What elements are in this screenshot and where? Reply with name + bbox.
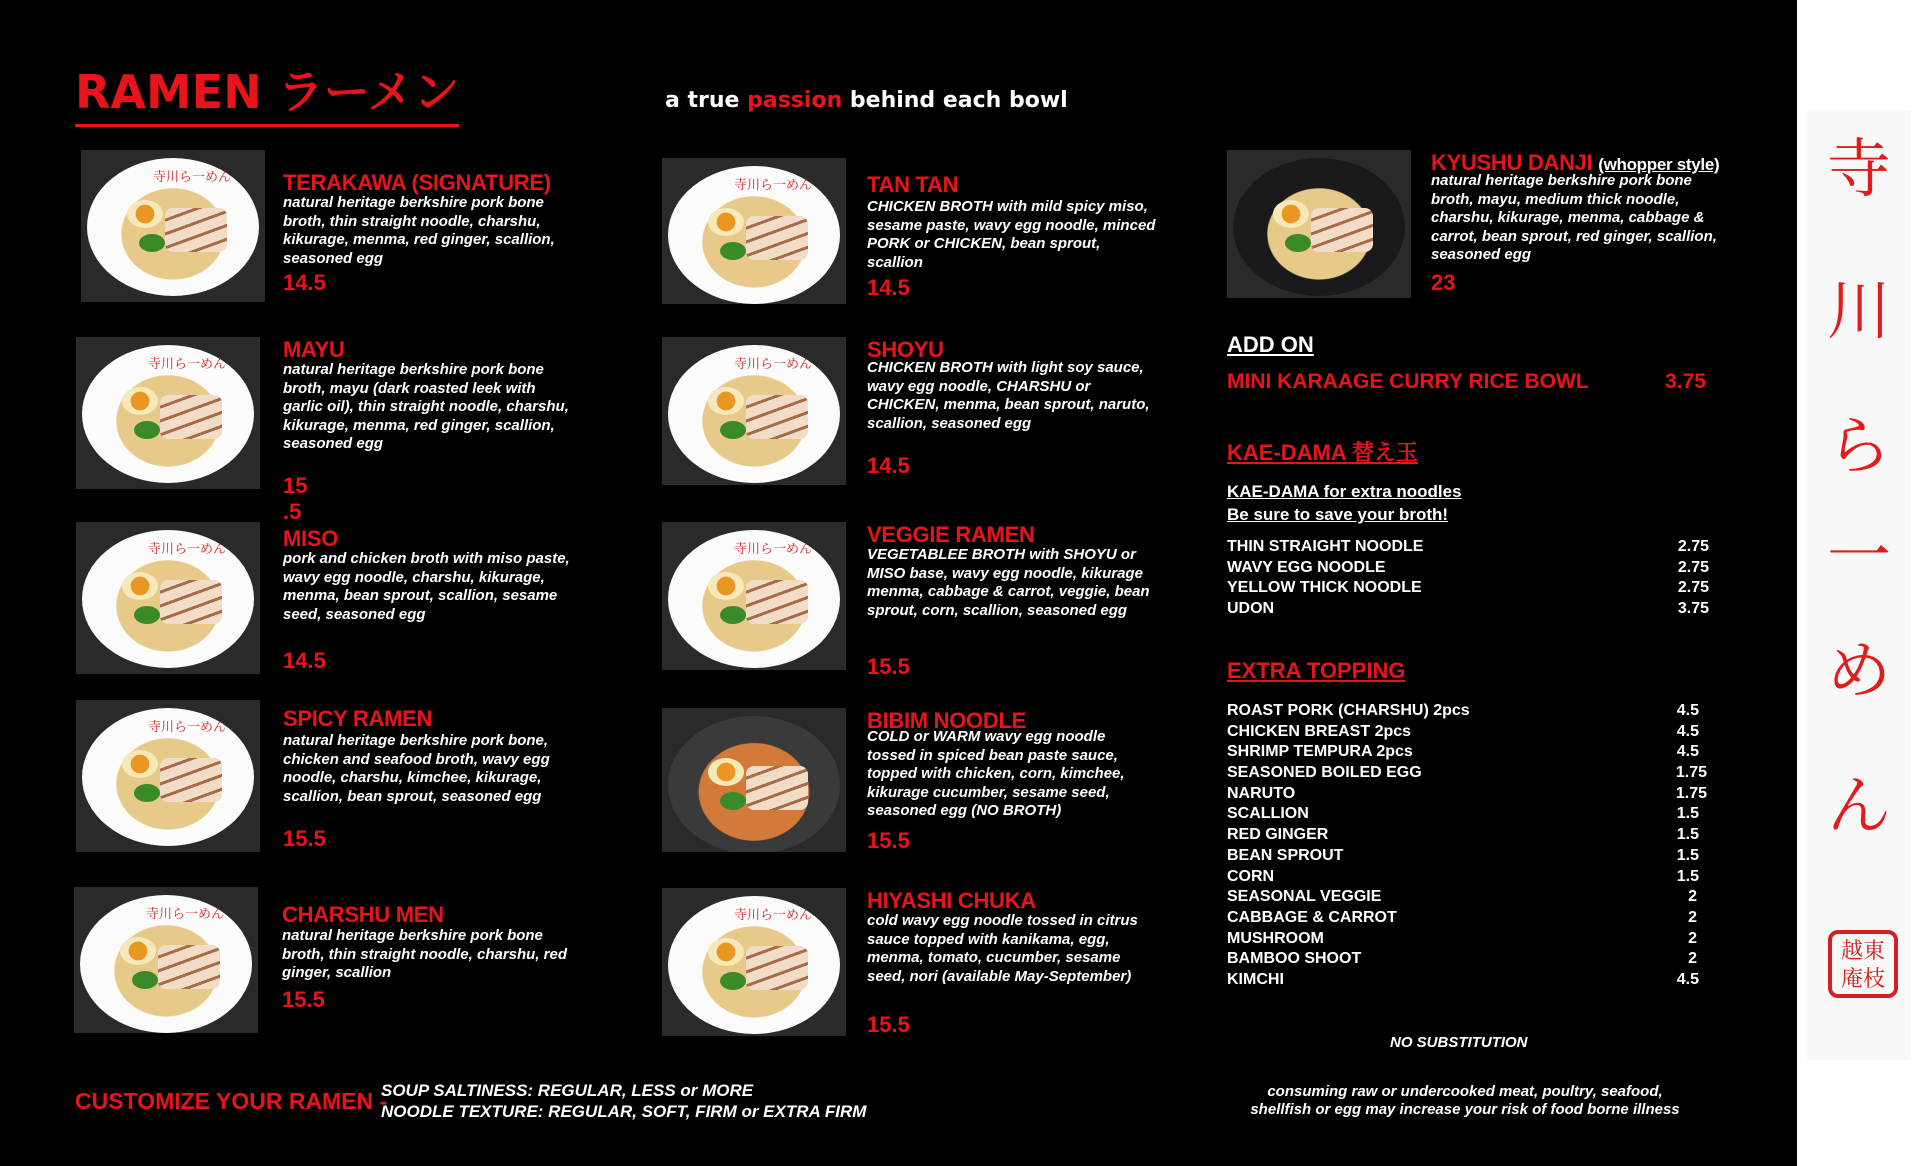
seal-stamp-icon: 越東 庵枝 (1828, 930, 1898, 998)
item-description: VEGETABLEE BROTH with SHOYU or MISO base, wavy egg noodle, kikurage menma, cabbage & carrot, veggie, bean sprout, corn, scallion, seasoned egg (867, 546, 1150, 619)
item-price: 15 .5 (283, 473, 308, 524)
list-item-price: 2 (1688, 950, 1697, 968)
list-item (1227, 743, 1699, 764)
kaedama-list (1227, 538, 1709, 621)
ramen-photo (1227, 150, 1411, 298)
item-name: SPICY RAMEN (283, 706, 433, 731)
customize-line-saltiness: SOUP SALTINESS: REGULAR, LESS or MORE (381, 1081, 754, 1100)
kaedama-note-line1: KAE-DAMA for extra noodles (1227, 482, 1462, 501)
list-item-price: 2.75 (1677, 558, 1709, 576)
list-item-price: 4.5 (1676, 970, 1699, 988)
tagline-post: behind each bowl (842, 88, 1068, 113)
item-name: SHOYU (867, 337, 944, 362)
item-price: 14.5 (867, 453, 910, 478)
list-item-price: 3.75 (1677, 600, 1709, 618)
bowl-logo: 寺川ら一めん (734, 542, 813, 557)
list-item-price: 2 (1688, 908, 1697, 926)
bowl-logo: 寺川ら一めん (734, 908, 813, 923)
list-item-name: YELLOW THICK NOODLE (1227, 579, 1422, 597)
item-description: COLD or WARM wavy egg noodle tossed in spiced bean paste sauce, topped with chicken, corn, kimchee, kikurage cucumber, sesame seed, seasoned egg (NO BROTH) (867, 728, 1125, 819)
list-item-name: SEASONED BOILED EGG (1227, 764, 1422, 782)
list-item-price: 1.5 (1676, 805, 1699, 823)
list-item (1227, 909, 1699, 930)
calligraphy-char: 寺 (1827, 133, 1891, 207)
list-item-name: SCALLION (1227, 805, 1309, 823)
calligraphy-char: 一 (1827, 520, 1891, 594)
list-item (1227, 805, 1699, 826)
no-substitution-note: NO SUBSTITUTION (1390, 1034, 1528, 1051)
list-item-price: 4.5 (1676, 702, 1699, 719)
item-name: TAN TAN (867, 172, 959, 197)
bowl-logo: 寺川ら一めん (148, 720, 227, 735)
item-price: 23 (1431, 270, 1456, 295)
calligraphy-char: 川 (1827, 275, 1891, 349)
item-price: 15.5 (867, 654, 910, 679)
item-name: HIYASHI CHUKA (867, 888, 1036, 913)
item-price: 14.5 (283, 270, 326, 295)
kaedama-heading: KAE-DAMA 替え玉 (1227, 440, 1419, 465)
item-name: MAYU (283, 337, 345, 362)
list-item-name: CORN (1227, 867, 1275, 885)
list-item-price: 1.75 (1675, 764, 1707, 782)
list-item (1227, 723, 1699, 744)
list-item-name: ROAST PORK (CHARSHU) 2pcs (1227, 702, 1470, 719)
item-description: natural heritage berkshire pork bone broth, mayu, medium thick noodle, charshu, kikurage, menma, cabbage & carrot, bean sprout, red ginger, scallion, seasoned egg (1431, 172, 1717, 263)
list-item (1227, 847, 1699, 868)
item-name: CHARSHU MEN (282, 902, 444, 927)
item-description: natural heritage berkshire pork bone broth, mayu (dark roasted leek with garlic oil), thin straight noodle, charshu, kikurage, menma, red ginger, scallion, seasoned egg (283, 361, 569, 452)
list-item-price: 1.5 (1676, 867, 1699, 885)
item-name: VEGGIE RAMEN (867, 522, 1035, 547)
item-description: CHICKEN BROTH with mild spicy miso, sesame paste, wavy egg noodle, minced PORK or CHICKEN, bean sprout, scallion (867, 198, 1156, 271)
tagline-accent: passion (747, 88, 843, 113)
ramen-photo (81, 150, 265, 302)
list-item-price: 4.5 (1676, 722, 1699, 740)
list-item-name: NARUTO (1227, 784, 1296, 802)
item-price: 15.5 (867, 1012, 910, 1037)
ramen-photo (76, 522, 260, 674)
list-item-name: RED GINGER (1227, 826, 1329, 844)
ramen-photo (76, 337, 260, 489)
tagline (665, 88, 1068, 113)
tagline-pre: a true (665, 88, 748, 113)
addon-row (1227, 370, 1717, 394)
customize-options (381, 1080, 866, 1122)
item-price: 14.5 (283, 648, 326, 673)
list-item-name: THIN STRAIGHT NOODLE (1227, 538, 1424, 555)
ramen-photo (76, 700, 260, 852)
list-item-price: 2 (1688, 888, 1697, 906)
list-item (1227, 950, 1699, 971)
noodle-photo (662, 708, 846, 852)
bowl-logo: 寺川ら一めん (148, 357, 227, 372)
list-item (1227, 826, 1699, 847)
list-item (1227, 559, 1709, 580)
list-item-name: UDON (1227, 600, 1275, 618)
list-item-name: CABBAGE & CARROT (1227, 908, 1397, 926)
list-item (1227, 764, 1707, 785)
list-item-price: 2 (1688, 929, 1697, 947)
item-name-text: KYUSHU DANJI (1431, 150, 1593, 175)
list-item-name: BEAN SPROUT (1227, 846, 1344, 864)
kaedama-note-line2: Be sure to save your broth! (1227, 505, 1449, 524)
item-price: 15.5 (867, 828, 910, 853)
side-banner (1797, 0, 1920, 1166)
item-name: BIBIM NOODLE (867, 708, 1026, 733)
list-item (1227, 538, 1709, 559)
toppings-list (1227, 702, 1707, 992)
list-item-price: 1.5 (1676, 826, 1699, 844)
customize-line-texture: NOODLE TEXTURE: REGULAR, SOFT, FIRM or EXTRA FIRM (381, 1102, 867, 1121)
side-calligraphy (1807, 110, 1911, 1060)
list-item (1227, 702, 1699, 723)
noodle-photo (662, 888, 846, 1036)
list-item (1227, 600, 1709, 621)
ramen-photo (74, 887, 258, 1033)
ramen-photo (662, 158, 846, 304)
customize-label: CUSTOMIZE YOUR RAMEN - (75, 1088, 388, 1114)
addon-name: MINI KARAAGE CURRY RICE BOWL (1227, 370, 1589, 393)
ramen-photo (662, 522, 846, 670)
item-name: MISO (283, 526, 339, 551)
list-item-name: BAMBOO SHOOT (1227, 950, 1362, 968)
list-item (1227, 868, 1699, 889)
item-description: natural heritage berkshire pork bone broth, thin straight noodle, charshu, red ginger, scallion (282, 927, 568, 981)
calligraphy-char: ん (1827, 770, 1891, 844)
addon-heading: ADD ON (1227, 332, 1314, 357)
list-item (1227, 579, 1709, 600)
bowl-logo: 寺川ら一めん (734, 178, 813, 193)
bowl-logo: 寺川ら一めん (146, 907, 225, 922)
food-safety-warning: consuming raw or undercooked meat, poultry, seafood, shellfish or egg may increase your risk of food borne illness (1250, 1083, 1680, 1118)
bowl-logo: 寺川ら一めん (734, 357, 813, 372)
list-item-price: 4.5 (1676, 743, 1699, 761)
item-name: TERAKAWA (SIGNATURE) (283, 170, 551, 195)
list-item (1227, 971, 1699, 992)
list-item-price: 1.75 (1675, 784, 1707, 802)
item-price: 15.5 (282, 987, 325, 1012)
bowl-logo: 寺川ら一めん (153, 170, 232, 185)
list-item-name: MUSHROOM (1227, 929, 1324, 947)
calligraphy-char: ら (1827, 410, 1891, 484)
list-item-name: WAVY EGG NOODLE (1227, 558, 1386, 576)
list-item-price: 1.5 (1676, 846, 1699, 864)
item-description: natural heritage berkshire pork bone, chicken and seafood broth, wavy egg noodle, charshu, kimchee, kikurage, scallion, bean sprout, seasoned egg (283, 732, 550, 805)
item-description: pork and chicken broth with miso paste, wavy egg noodle, charshu, kikurage, menma, bean sprout, scallion, sesame seed, seasoned egg (283, 550, 570, 623)
bowl-logo: 寺川ら一めん (148, 542, 227, 557)
item-name-extra: (whopper style) (1598, 155, 1720, 174)
page-title: RAMEN ラーメン (75, 56, 459, 127)
calligraphy-char: め (1827, 635, 1891, 709)
list-item-price: 2.75 (1677, 538, 1709, 555)
list-item (1227, 888, 1699, 909)
item-description: cold wavy egg noodle tossed in citrus sauce topped with kanikama, egg, menma, tomato, cucumber, sesame seed, nori (available May-September) (867, 912, 1138, 985)
list-item-name: CHICKEN BREAST 2pcs (1227, 722, 1412, 740)
list-item-name: SHRIMP TEMPURA 2pcs (1227, 743, 1413, 761)
list-item-price: 2.75 (1677, 579, 1709, 597)
list-item (1227, 930, 1699, 951)
item-description: CHICKEN BROTH with light soy sauce, wavy egg noodle, CHARSHU or CHICKEN, menma, bean sprout, naruto, scallion, seasoned egg (867, 359, 1150, 432)
item-price: 14.5 (867, 275, 910, 300)
list-item-name: KIMCHI (1227, 970, 1284, 988)
list-item (1227, 784, 1707, 806)
addon-price: 3.75 (1665, 370, 1706, 393)
list-item-name: SEASONAL VEGGIE (1227, 888, 1382, 906)
ramen-photo (662, 337, 846, 485)
kaedama-note (1227, 480, 1462, 526)
item-description: natural heritage berkshire pork bone broth, thin straight noodle, charshu, kikurage, menma, red ginger, scallion, seasoned egg (283, 194, 555, 267)
item-price: 15.5 (283, 826, 326, 851)
toppings-heading: EXTRA TOPPING (1227, 658, 1406, 683)
